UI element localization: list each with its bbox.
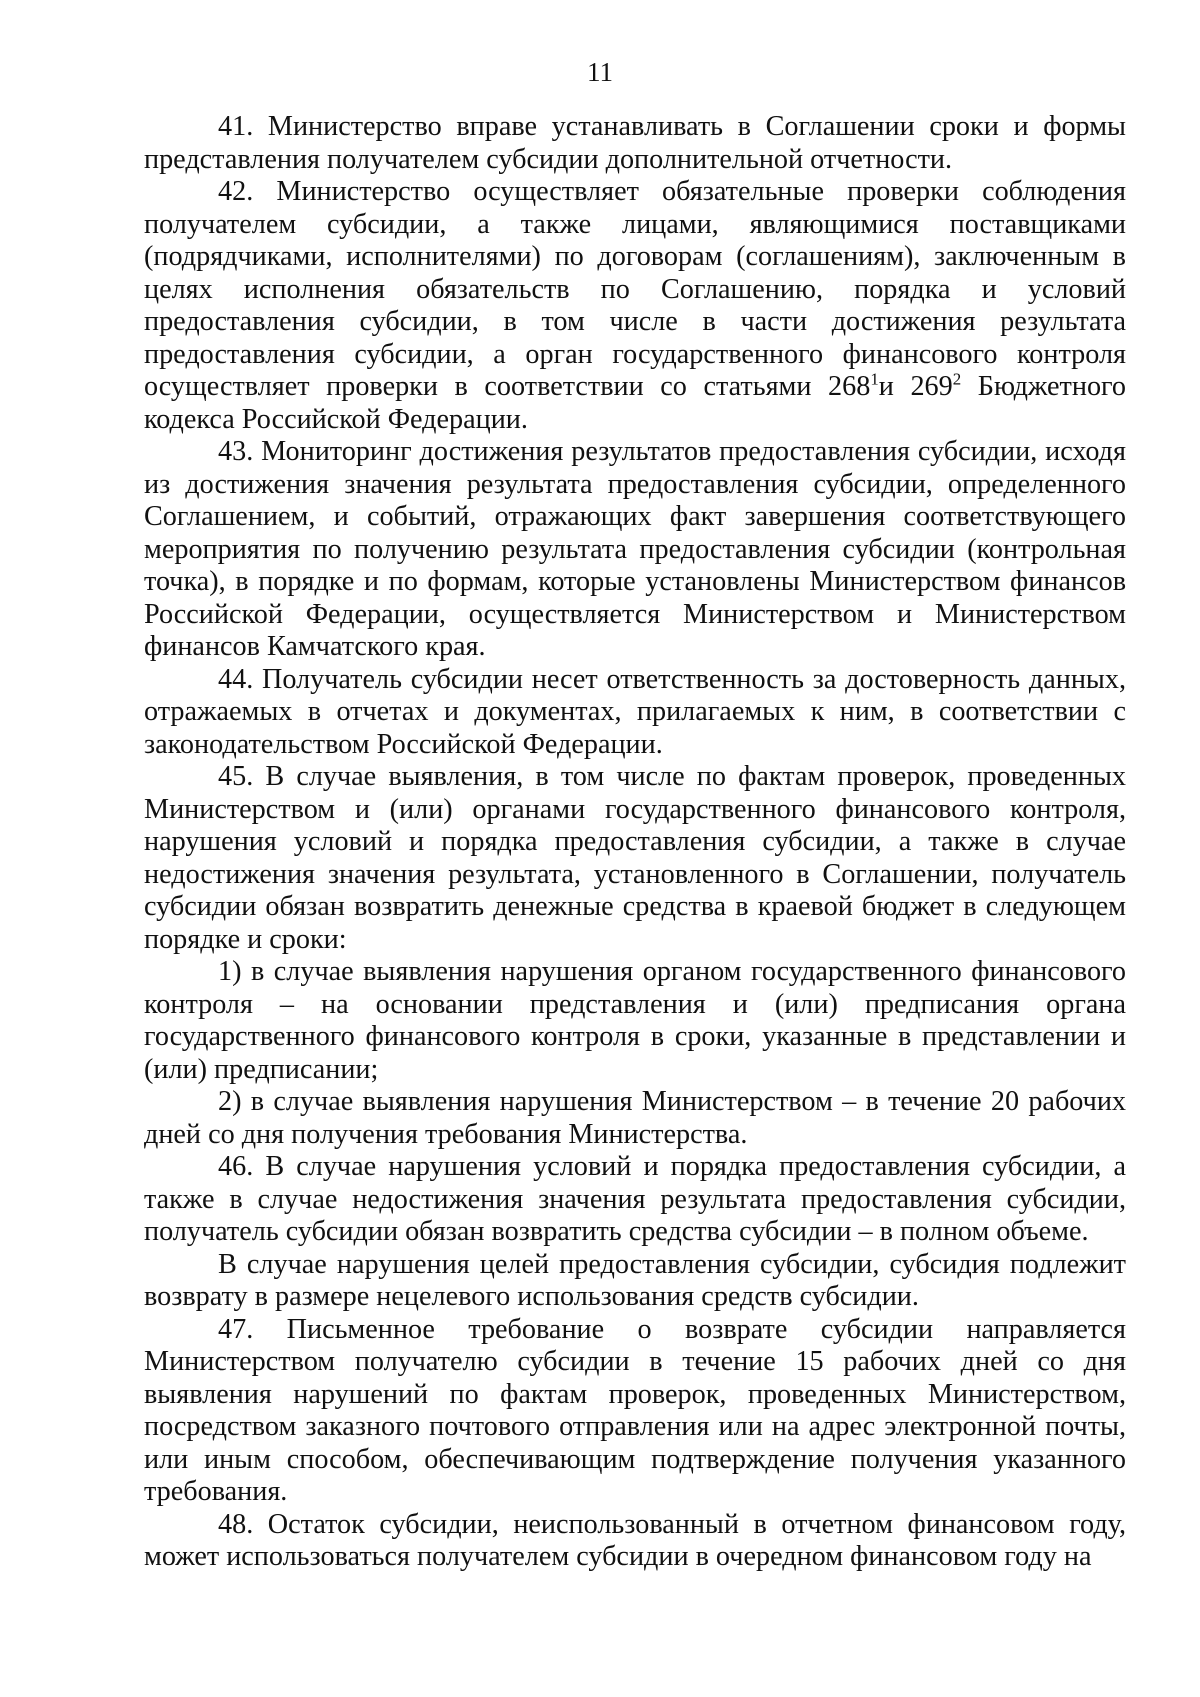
- paragraph-42: [144, 176, 1126, 436]
- document-body: [144, 111, 1126, 1574]
- paragraph-45-item-1: 1) в случае выявления нарушения органом государственного финансового контроля – на основании представления и (или) предписания органа государственного финансового контроля в сроки, указанные в представлении и (или) предписании;: [144, 956, 1126, 1085]
- paragraph-42-text-b: и 269: [878, 371, 953, 402]
- paragraph-46-continuation: В случае нарушения целей предоставления субсидии, субсидия подлежит возврату в размере нецелевого использования средств субсидии.: [144, 1248, 1126, 1312]
- paragraph-43: 43. Мониторинг достижения результатов предоставления субсидии, исходя из достижения значения результата предоставления субсидии, определенного Соглашением, и событий, отражающих факт завершения соответствующего мероприятия по получению результата предоставления субсидии (контрольная точка), в порядке и по формам, которые установлены Министерством финансов Российской Федерации, осуществляется Министерством и Министерством финансов Камчатского края.: [144, 436, 1126, 662]
- superscript-1: 1: [870, 369, 879, 389]
- paragraph-47: 47. Письменное требование о возврате субсидии направляется Министерством получателю субсидии в течение 15 рабочих дней со дня выявления нарушений по фактам проверок, проведенных Министерством, посредством заказного почтового отправления или на адрес электронной почты, или иным способом, обеспечивающим подтверждение получения указанного требования.: [144, 1313, 1126, 1507]
- superscript-2: 2: [952, 369, 962, 389]
- paragraph-44: 44. Получатель субсидии несет ответственность за достоверность данных, отражаемых в отчетах и документах, прилагаемых к ним, в соответствии с законодательством Российской Федерации.: [144, 663, 1126, 760]
- paragraph-42-text-c: Бюджетного кодекса Российской Федерации.: [144, 371, 1127, 435]
- paragraph-45-item-2: 2) в случае выявления нарушения Министерством – в течение 20 рабочих дней со дня получения требования Министерства.: [144, 1086, 1126, 1150]
- paragraph-48: 48. Остаток субсидии, неиспользованный в отчетном финансовом году, может использоваться получателем субсидии в очередном финансовом году на: [144, 1508, 1126, 1572]
- paragraph-46: 46. В случае нарушения условий и порядка предоставления субсидии, а также в случае недостижения значения результата предоставления субсидии, получатель субсидии обязан возвратить средства субсидии – в полном объеме.: [144, 1151, 1126, 1247]
- paragraph-41: 41. Министерство вправе устанавливать в Соглашении сроки и формы представления получателем субсидии дополнительной отчетности.: [144, 111, 1126, 175]
- paragraph-42-text-a: 42. Министерство осуществляет обязательные проверки соблюдения получателем субсидии, а также лицами, являющимися поставщиками (подрядчиками, исполнителями) по договорам (соглашениям), заключенным в целях исполнения обязательств по Соглашению, порядка и условий предоставления субсидии, в том числе в части достижения результата предоставления субсидии, а орган государственного финансового контроля осуществляет проверки в соответствии со статьями 268: [144, 176, 1126, 402]
- page-number: 11: [587, 57, 613, 87]
- paragraph-45: 45. В случае выявления, в том числе по фактам проверок, проведенных Министерством и (или) органами государственного финансового контроля, нарушения условий и порядка предоставления субсидии, а также в случае недостижения значения результата, установленного в Соглашении, получатель субсидии обязан возвратить денежные средства в краевой бюджет в следующем порядке и сроки:: [144, 761, 1126, 955]
